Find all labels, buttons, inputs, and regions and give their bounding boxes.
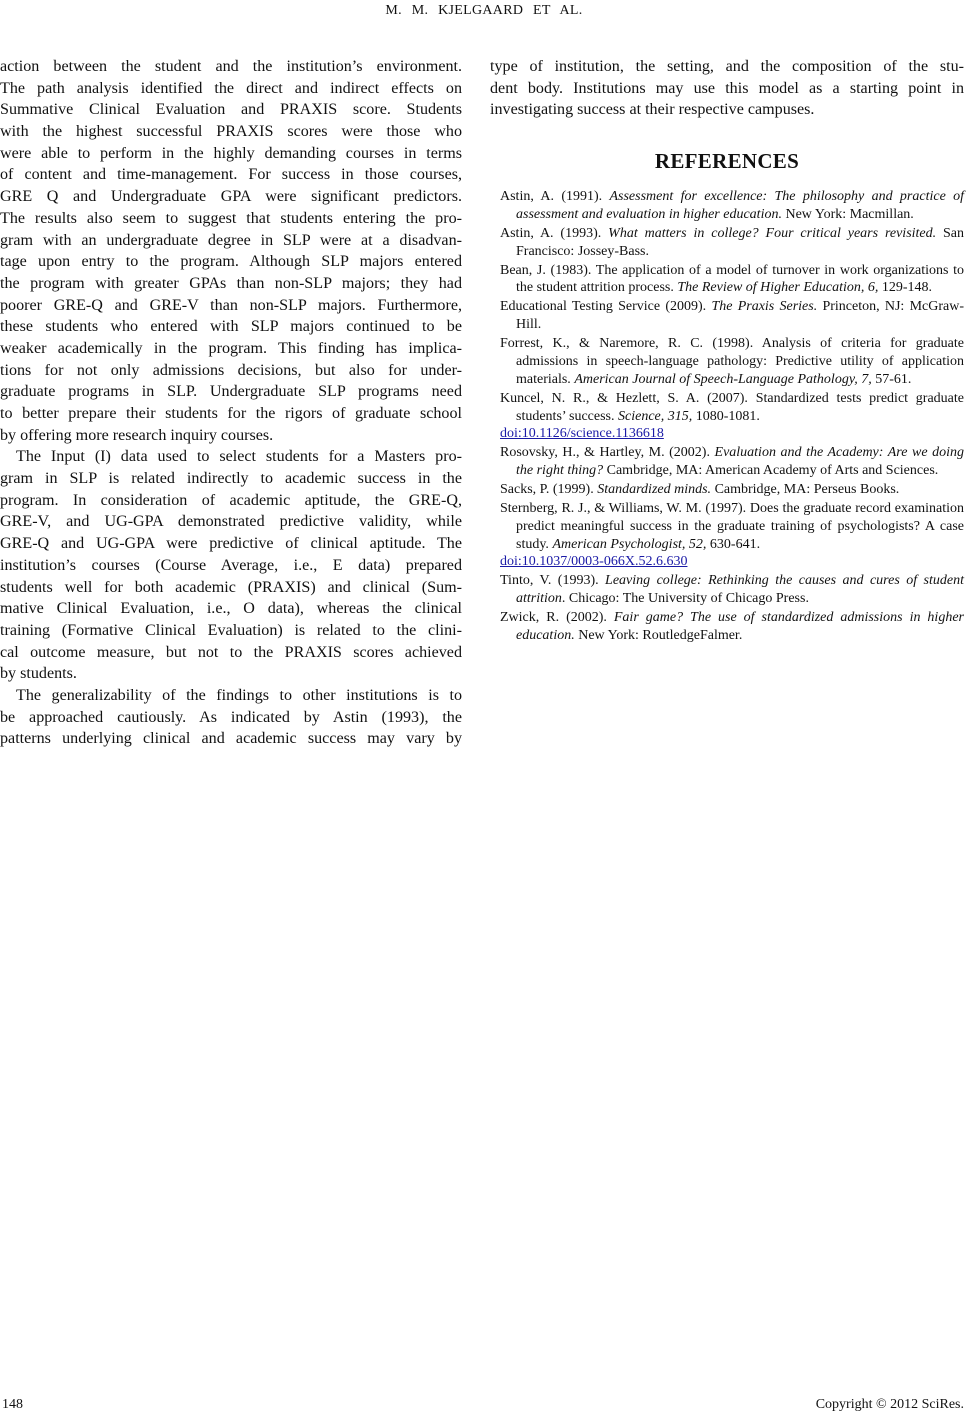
text-line: institution’s courses (Course Average, i.e., E data) prepared xyxy=(0,556,462,574)
text-line: The generalizability of the findings to other institutions is to xyxy=(16,686,462,704)
reference-title: Standardized minds. xyxy=(597,482,712,498)
paragraph xyxy=(0,685,462,750)
reference-text: San Francisco: Jossey-Bass. xyxy=(516,225,965,259)
reference-entry xyxy=(500,298,964,334)
reference-title: American Psychologist, 52, xyxy=(552,536,707,552)
text-line: dent body. Institutions may use this model as a starting point in xyxy=(490,79,964,97)
text-line: The Input (I) data used to select students for a Masters pro- xyxy=(16,448,462,466)
reference-text: New York: Macmillan. xyxy=(781,206,914,222)
reference-text: Forrest, K., & Naremore, R. C. (1998). Analysis of criteria for graduate admissions in speech-language pathology: Predictive utility of application materials. xyxy=(500,336,964,387)
page-number: 148 xyxy=(2,1397,23,1412)
text-line: these students who entered with SLP majors continued to be xyxy=(0,318,462,336)
text-line: by students. xyxy=(0,665,77,683)
copyright: Copyright © 2012 SciRes. xyxy=(815,1397,964,1412)
text-line: by offering more research inquiry courses. xyxy=(0,426,274,444)
text-line: mative Clinical Evaluation, i.e., O data), whereas the clinical xyxy=(0,600,462,618)
reference-entry xyxy=(500,500,964,571)
text-line: gram with an undergraduate degree in SLP were at a disadvan- xyxy=(0,231,462,249)
reference-title: The Praxis Series. xyxy=(711,299,818,315)
reference-title: Evaluation and the Academy: Are we doing the right thing? xyxy=(516,445,964,479)
reference-entry xyxy=(500,481,964,499)
text-line: poorer GRE-Q and GRE-V than non-SLP majors. Furthermore, xyxy=(0,296,462,314)
text-line: action between the student and the institution’s environment. xyxy=(0,58,462,75)
text-line: with the highest successful PRAXIS scores were those who xyxy=(0,123,462,141)
text-line: GRE-Q and UG-GPA were predictive of clinical aptitude. The xyxy=(0,535,462,553)
doi-link[interactable]: doi:10.1126/science.1136618 xyxy=(500,426,664,442)
reference-entry xyxy=(500,335,964,388)
running-head: M. M. KJELGAARD ET AL. xyxy=(385,3,583,18)
reference-entry xyxy=(500,262,964,298)
text-line: of content and time-management. For success in those courses, xyxy=(0,166,462,184)
reference-text: Cambridge, MA: Perseus Books. xyxy=(711,482,900,498)
reference-title: The Review of Higher Education, 6, xyxy=(677,280,879,296)
reference-entry xyxy=(500,390,964,443)
references-list xyxy=(500,188,964,646)
paragraph xyxy=(490,56,964,121)
text-line: tage upon entry to the program. Although SLP majors entered xyxy=(0,253,462,271)
reference-text: Rosovsky, H., & Hartley, M. (2002). xyxy=(500,445,715,461)
text-line: students well for both academic (PRAXIS) and clinical (Sum- xyxy=(0,578,462,596)
right-column xyxy=(490,56,964,121)
text-line: to better prepare their students for the rigors of graduate school xyxy=(0,405,462,422)
reference-text: Astin, A. (1991). xyxy=(500,189,610,204)
reference-entry xyxy=(500,225,964,261)
reference-text: 129-148. xyxy=(878,280,933,296)
text-line: were able to perform in the highly demanding courses in terms xyxy=(0,144,462,162)
text-line: weaker academically in the program. This finding has implica- xyxy=(0,339,462,357)
reference-text: 57-61. xyxy=(871,371,912,387)
reference-entry xyxy=(500,609,964,645)
text-line: gram in SLP is related indirectly to academic success in the xyxy=(0,470,462,488)
text-line: the program with greater GPAs than non-SLP majors; they had xyxy=(0,274,462,292)
reference-text: Princeton, NJ: McGraw-Hill. xyxy=(516,299,964,333)
text-line: cal outcome measure, but not to the PRAXIS scores achieved xyxy=(0,643,462,661)
reference-text: New York: RoutledgeFalmer. xyxy=(574,628,743,643)
text-line: The results also seem to suggest that students entering the pro- xyxy=(0,209,462,227)
text-line: GRE-V, and UG-GPA demonstrated predictive validity, while xyxy=(0,513,462,531)
doi-link[interactable]: doi:10.1037/0003-066X.52.6.630 xyxy=(500,554,688,570)
text-line: tions for not only admissions decisions, but also for under- xyxy=(0,361,462,379)
text-line: Summative Clinical Evaluation and PRAXIS score. Students xyxy=(0,101,462,119)
reference-text: Astin, A. (1993). xyxy=(500,225,609,241)
reference-text: Zwick, R. (2002). xyxy=(500,610,614,626)
reference-text: Tinto, V. (1993). xyxy=(500,573,606,589)
reference-entry xyxy=(500,188,964,224)
text-line: GRE Q and Undergraduate GPA were significant predictors. xyxy=(0,188,462,206)
text-line: program. In consideration of academic aptitude, the GRE-Q, xyxy=(0,491,462,509)
references-heading: REFERENCES xyxy=(654,149,800,173)
reference-text: 630-641. xyxy=(706,536,761,552)
text-line: graduate programs in SLP. Undergraduate SLP programs need xyxy=(0,383,462,401)
reference-title: Science, 315, xyxy=(618,408,693,424)
text-line: training (Formative Clinical Evaluation) is related to the clini- xyxy=(0,621,462,639)
reference-text: Bean, J. (1983). The application of a model of turnover in work organizations to the student attrition process. xyxy=(500,262,964,296)
text-line: be approached cautiously. As indicated by Astin (1993), the xyxy=(0,708,462,726)
reference-title: Assessment for excellence: The philosophy and practice of assessment and evaluation in higher education. xyxy=(516,189,965,222)
text-line: patterns underlying clinical and academic success may vary by xyxy=(0,730,462,748)
reference-entry xyxy=(500,444,964,480)
reference-text: 1080-1081. xyxy=(692,408,760,424)
text-line: investigating success at their respective campuses. xyxy=(490,101,815,119)
text-line: type of institution, the setting, and the composition of the stu- xyxy=(490,58,964,75)
reference-text: Sacks, P. (1999). xyxy=(500,482,598,498)
reference-title: American Journal of Speech-Language Pathology, 7, xyxy=(574,371,872,387)
reference-text: . Chicago: The University of Chicago Press. xyxy=(561,591,809,607)
text-line: The path analysis identified the direct and indirect effects on xyxy=(0,79,462,97)
paragraph xyxy=(0,446,462,685)
reference-title: What matters in college? Four critical years revisited. xyxy=(608,225,937,241)
reference-title: Leaving college: Rethinking the causes and cures of student attrition xyxy=(516,573,964,607)
reference-title: Fair game? The use of standardized admissions in higher education. xyxy=(516,610,964,643)
reference-text: Sternberg, R. J., & Williams, W. M. (1997). Does the graduate record examination predict meaningful success in the graduate training of psychologists? A case study. xyxy=(500,501,964,552)
reference-text: Educational Testing Service (2009). xyxy=(500,299,712,315)
paragraph xyxy=(0,56,462,446)
left-column xyxy=(0,56,462,750)
reference-text: Cambridge, MA: American Academy of Arts and Sciences. xyxy=(603,463,939,479)
reference-text: Kuncel, N. R., & Hezlett, S. A. (2007). Standardized tests predict graduate students’ success. xyxy=(500,390,964,424)
reference-entry xyxy=(500,572,964,608)
